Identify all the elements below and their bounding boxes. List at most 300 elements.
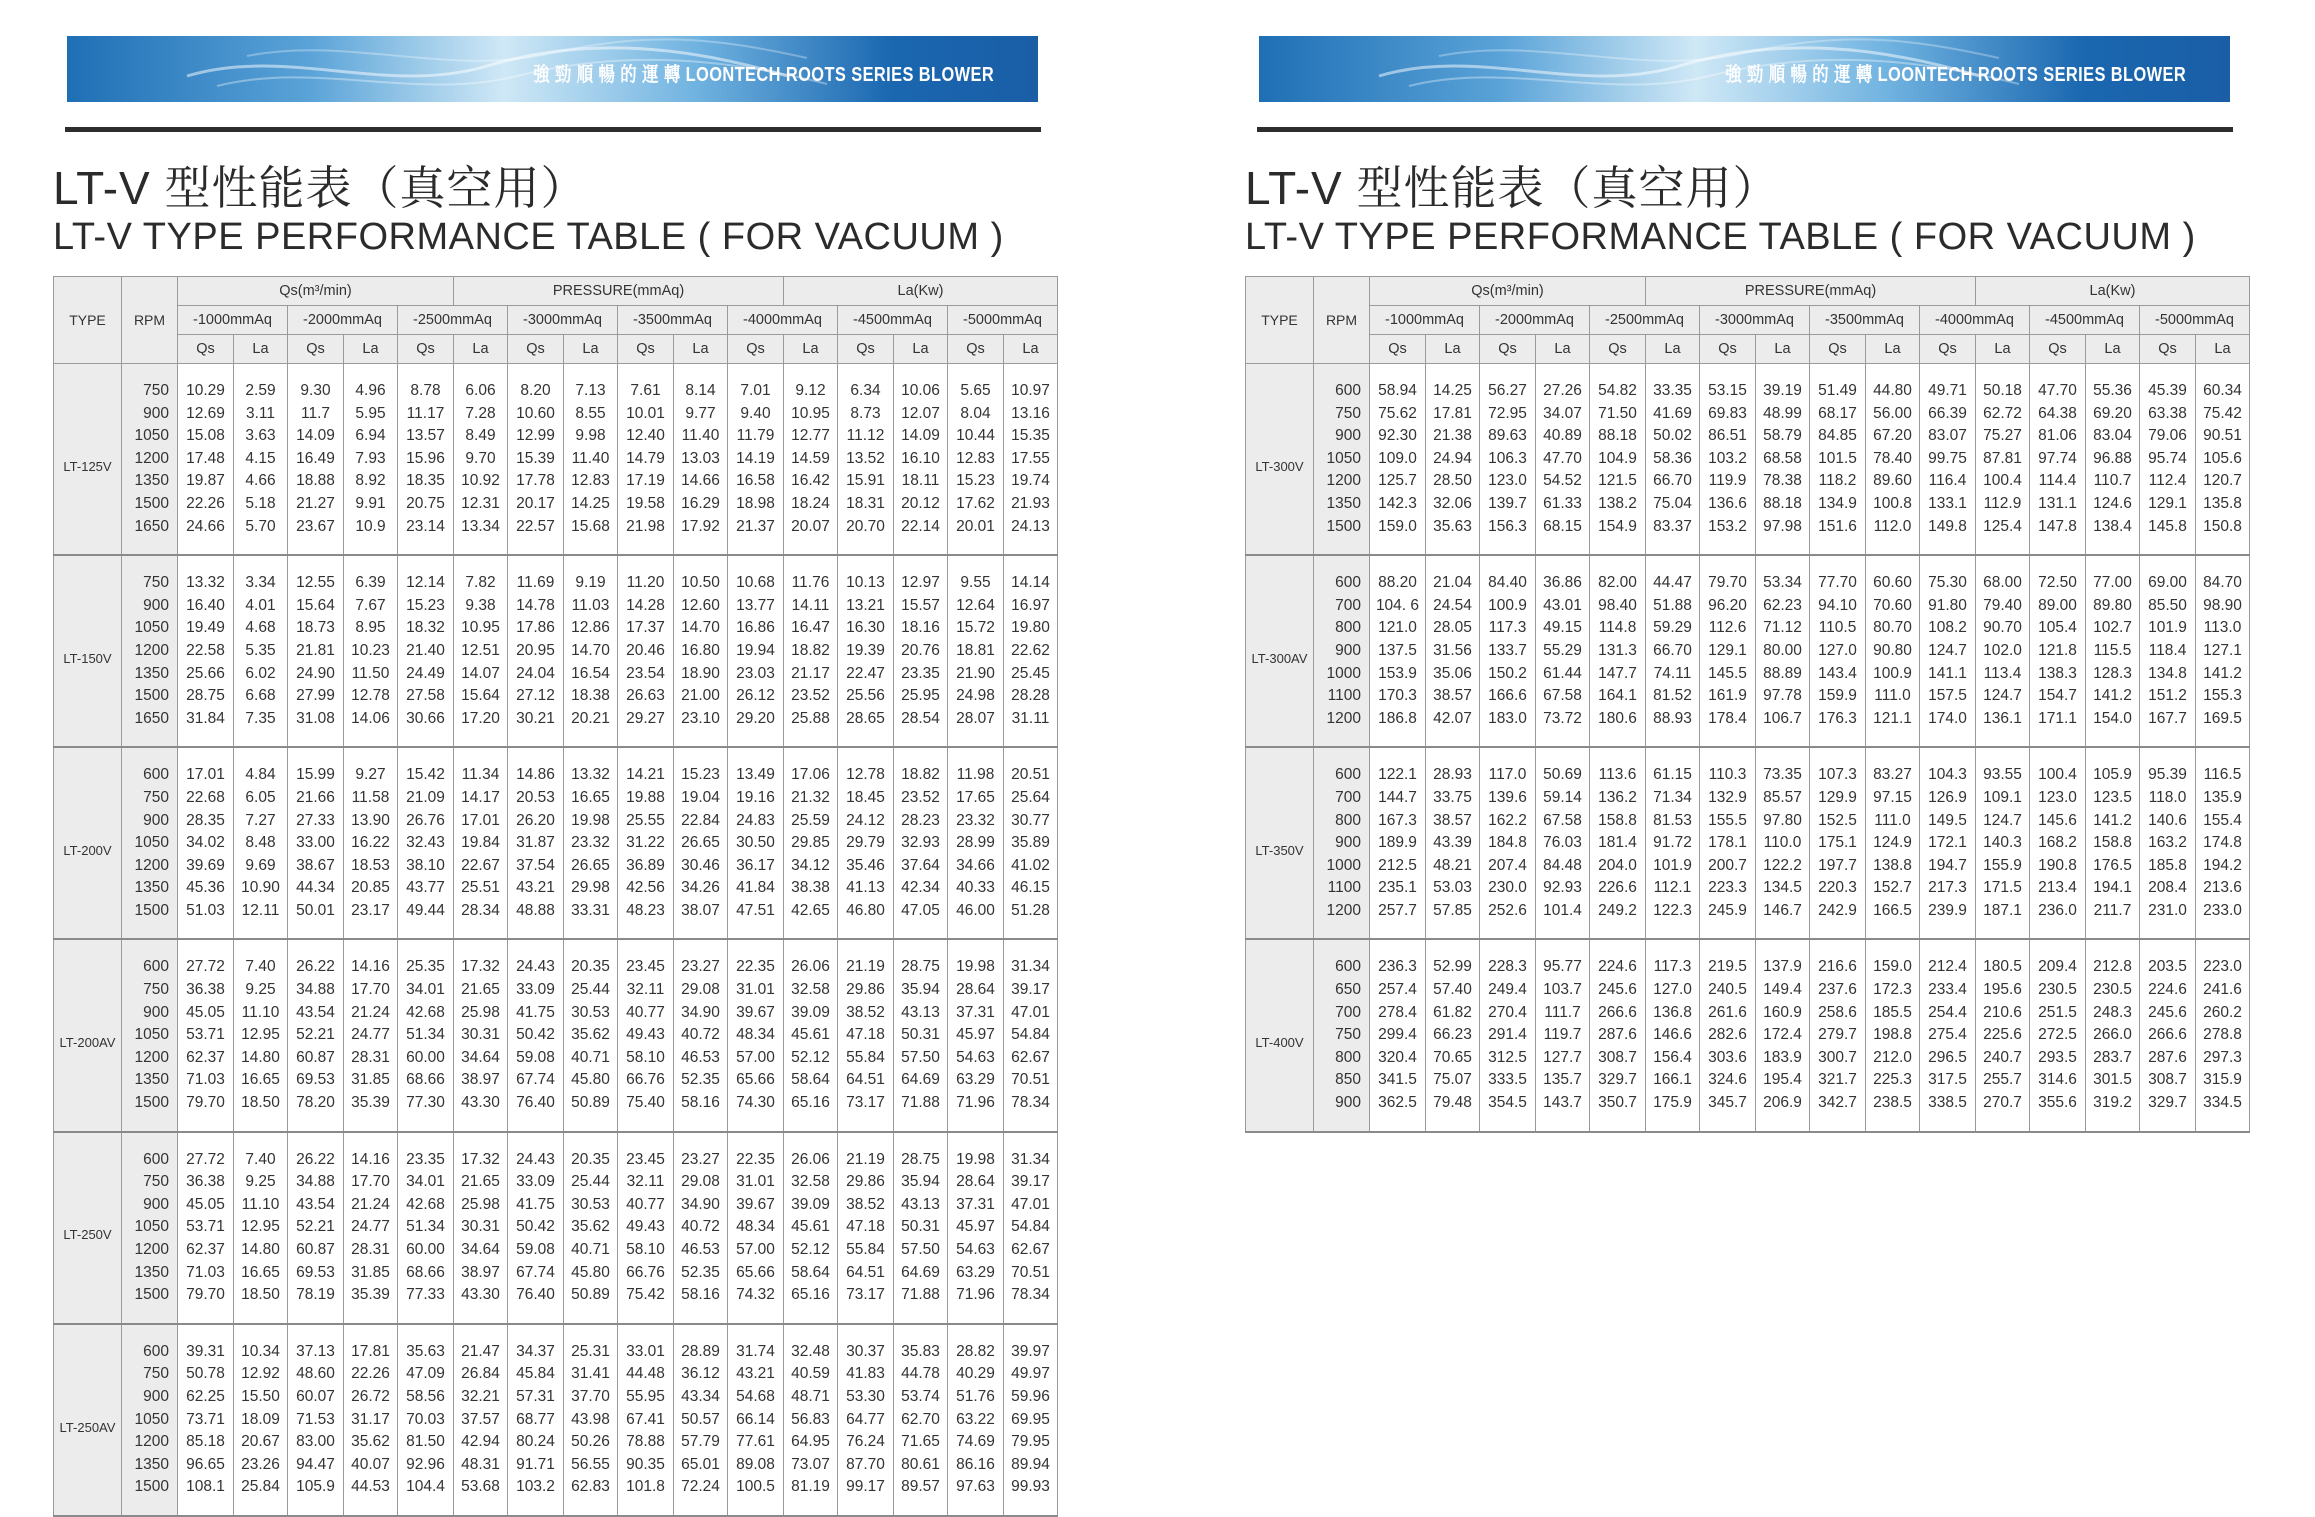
qs-cell: 32.11 xyxy=(618,1171,674,1194)
qs-cell: 75.40 xyxy=(618,1092,674,1132)
table-row xyxy=(54,1092,1058,1132)
rpm-cell: 900 xyxy=(122,810,178,833)
qs-cell: 24.90 xyxy=(288,663,344,686)
la-cell: 45.80 xyxy=(564,1262,618,1285)
la-cell: 44.53 xyxy=(344,1476,398,1516)
la-cell: 35.62 xyxy=(564,1024,618,1047)
qs-cell: 21.40 xyxy=(398,640,454,663)
rpm-cell: 800 xyxy=(1314,810,1370,833)
qs-subheader: Qs xyxy=(1590,335,1646,364)
la-cell: 135.7 xyxy=(1536,1069,1590,1092)
table-row xyxy=(1246,810,2250,833)
la-cell: 33.35 xyxy=(1646,364,1700,403)
la-cell: 40.07 xyxy=(344,1454,398,1477)
la-cell: 6.94 xyxy=(344,425,398,448)
table-row xyxy=(54,1431,1058,1454)
qs-cell: 68.66 xyxy=(398,1069,454,1092)
la-cell: 50.89 xyxy=(564,1284,618,1324)
la-cell: 225.6 xyxy=(1976,1024,2030,1047)
la-cell: 23.26 xyxy=(234,1454,288,1477)
la-cell: 17.55 xyxy=(1004,448,1058,471)
qs-cell: 21.66 xyxy=(288,787,344,810)
qs-cell: 236.0 xyxy=(2030,900,2086,940)
la-cell: 25.88 xyxy=(784,708,838,748)
la-cell: 46.53 xyxy=(674,1239,728,1262)
la-cell: 46.15 xyxy=(1004,877,1058,900)
la-cell: 6.02 xyxy=(234,663,288,686)
qs-cell: 12.64 xyxy=(948,595,1004,618)
qs-cell: 124.7 xyxy=(1920,640,1976,663)
qs-cell: 257.4 xyxy=(1370,979,1426,1002)
qs-subheader: Qs xyxy=(1700,335,1756,364)
la-cell: 32.48 xyxy=(784,1324,838,1364)
table-row xyxy=(54,1454,1058,1477)
la-cell: 47.01 xyxy=(1004,1194,1058,1217)
la-cell: 23.10 xyxy=(674,708,728,748)
qs-cell: 41.84 xyxy=(728,877,784,900)
qs-cell: 68.77 xyxy=(508,1409,564,1432)
la-cell: 7.40 xyxy=(234,939,288,979)
qs-cell: 245.9 xyxy=(1700,900,1756,940)
table-row xyxy=(1246,832,2250,855)
la-cell: 53.34 xyxy=(1756,555,1810,595)
qs-cell: 12.14 xyxy=(398,555,454,595)
qs-cell: 75.42 xyxy=(618,1284,674,1324)
qs-cell: 62.37 xyxy=(178,1239,234,1262)
qs-cell: 11.7 xyxy=(288,403,344,426)
qs-cell: 74.32 xyxy=(728,1284,784,1324)
la-cell: 40.72 xyxy=(674,1024,728,1047)
la-cell: 20.35 xyxy=(564,939,618,979)
qs-subheader: Qs xyxy=(2030,335,2086,364)
qs-cell: 110.5 xyxy=(1810,617,1866,640)
pressure-column-header: -2000mmAq xyxy=(1480,306,1590,335)
la-cell: 22.14 xyxy=(894,516,948,556)
la-cell: 56.55 xyxy=(564,1454,618,1477)
la-cell: 58.64 xyxy=(784,1069,838,1092)
qs-cell: 97.74 xyxy=(2030,448,2086,471)
qs-cell: 15.91 xyxy=(838,470,894,493)
qs-cell: 24.12 xyxy=(838,810,894,833)
qs-cell: 49.43 xyxy=(618,1216,674,1239)
la-cell: 38.38 xyxy=(784,877,838,900)
qs-cell: 40.33 xyxy=(948,877,1004,900)
qs-cell: 62.37 xyxy=(178,1047,234,1070)
qs-cell: 80.24 xyxy=(508,1431,564,1454)
la-cell: 121.1 xyxy=(1866,708,1920,748)
qs-cell: 8.04 xyxy=(948,403,1004,426)
la-cell: 34.26 xyxy=(674,877,728,900)
la-cell: 16.65 xyxy=(234,1262,288,1285)
qs-cell: 237.6 xyxy=(1810,979,1866,1002)
la-cell: 100.8 xyxy=(1866,493,1920,516)
la-cell: 53.74 xyxy=(894,1386,948,1409)
qs-cell: 308.7 xyxy=(1590,1047,1646,1070)
la-cell: 64.69 xyxy=(894,1069,948,1092)
qs-cell: 266.6 xyxy=(1590,1002,1646,1025)
la-cell: 26.65 xyxy=(674,832,728,855)
la-cell: 135.8 xyxy=(2196,493,2250,516)
qs-cell: 204.0 xyxy=(1590,855,1646,878)
la-cell: 39.97 xyxy=(1004,1324,1058,1364)
rpm-cell: 900 xyxy=(1314,1092,1370,1132)
la-cell: 39.09 xyxy=(784,1002,838,1025)
table-row xyxy=(54,939,1058,979)
la-cell: 112.9 xyxy=(1976,493,2030,516)
la-cell: 58.36 xyxy=(1646,448,1700,471)
la-cell: 92.93 xyxy=(1536,877,1590,900)
qs-cell: 28.07 xyxy=(948,708,1004,748)
model-type-cell: LT-250AV xyxy=(54,1324,122,1516)
qs-cell: 33.01 xyxy=(618,1324,674,1364)
la-cell: 22.67 xyxy=(454,855,508,878)
qs-cell: 153.9 xyxy=(1370,663,1426,686)
qs-cell: 21.90 xyxy=(948,663,1004,686)
pressure-column-header: -4000mmAq xyxy=(728,306,838,335)
pressure-column-header: -1000mmAq xyxy=(178,306,288,335)
qs-cell: 53.15 xyxy=(1700,364,1756,403)
qs-cell: 10.68 xyxy=(728,555,784,595)
qs-cell: 66.39 xyxy=(1920,403,1976,426)
qs-cell: 51.34 xyxy=(398,1024,454,1047)
table-row xyxy=(1246,595,2250,618)
qs-cell: 112.6 xyxy=(1700,617,1756,640)
qs-cell: 65.66 xyxy=(728,1262,784,1285)
qs-cell: 110.3 xyxy=(1700,747,1756,787)
rpm-cell: 800 xyxy=(1314,617,1370,640)
la-cell: 16.65 xyxy=(234,1069,288,1092)
table-row xyxy=(54,877,1058,900)
qs-cell: 21.09 xyxy=(398,787,454,810)
qs-cell: 66.76 xyxy=(618,1262,674,1285)
la-cell: 32.58 xyxy=(784,1171,838,1194)
qs-cell: 228.3 xyxy=(1480,939,1536,979)
pressure-column-header: -4500mmAq xyxy=(838,306,948,335)
qs-cell: 37.13 xyxy=(288,1324,344,1364)
la-cell: 14.16 xyxy=(344,1132,398,1172)
la-cell: 88.89 xyxy=(1756,663,1810,686)
qs-cell: 127.0 xyxy=(1810,640,1866,663)
la-cell: 17.06 xyxy=(784,747,838,787)
la-cell: 9.91 xyxy=(344,493,398,516)
la-cell: 57.50 xyxy=(894,1047,948,1070)
qs-cell: 240.5 xyxy=(1700,979,1756,1002)
table-row xyxy=(1246,708,2250,748)
table-row xyxy=(54,364,1058,403)
la-cell: 21.00 xyxy=(674,685,728,708)
qs-subheader: Qs xyxy=(398,335,454,364)
qs-cell: 129.9 xyxy=(1810,787,1866,810)
qs-cell: 105.9 xyxy=(288,1476,344,1516)
qs-cell: 138.3 xyxy=(2030,663,2086,686)
la-cell: 97.15 xyxy=(1866,787,1920,810)
la-cell: 14.70 xyxy=(564,640,618,663)
qs-cell: 17.86 xyxy=(508,617,564,640)
qs-cell: 42.56 xyxy=(618,877,674,900)
qs-cell: 39.67 xyxy=(728,1002,784,1025)
la-cell: 13.32 xyxy=(564,747,618,787)
la-cell: 89.94 xyxy=(1004,1454,1058,1477)
la-cell: 9.69 xyxy=(234,855,288,878)
qs-cell: 178.1 xyxy=(1700,832,1756,855)
qs-cell: 15.23 xyxy=(948,470,1004,493)
qs-cell: 36.38 xyxy=(178,1171,234,1194)
qs-cell: 14.86 xyxy=(508,747,564,787)
rpm-cell: 750 xyxy=(122,1363,178,1386)
table-row xyxy=(1246,470,2250,493)
la-cell: 9.70 xyxy=(454,448,508,471)
qs-cell: 9.40 xyxy=(728,403,784,426)
la-cell: 14.25 xyxy=(564,493,618,516)
qs-cell: 31.74 xyxy=(728,1324,784,1364)
qs-cell: 51.49 xyxy=(1810,364,1866,403)
la-cell: 7.67 xyxy=(344,595,398,618)
la-cell: 138.8 xyxy=(1866,855,1920,878)
qs-cell: 10.01 xyxy=(618,403,674,426)
qs-cell: 79.70 xyxy=(178,1284,234,1324)
qs-cell: 84.85 xyxy=(1810,425,1866,448)
rpm-cell: 1050 xyxy=(1314,448,1370,471)
la-cell: 57.79 xyxy=(674,1431,728,1454)
la-cell: 32.58 xyxy=(784,979,838,1002)
qs-cell: 9.30 xyxy=(288,364,344,403)
la-cell: 12.95 xyxy=(234,1216,288,1239)
qs-cell: 342.7 xyxy=(1810,1092,1866,1132)
la-cell: 36.86 xyxy=(1536,555,1590,595)
la-cell: 125.4 xyxy=(1976,516,2030,556)
qs-cell: 77.30 xyxy=(398,1092,454,1132)
qs-cell: 156.3 xyxy=(1480,516,1536,556)
la-cell: 111.7 xyxy=(1536,1002,1590,1025)
rpm-cell: 900 xyxy=(122,1386,178,1409)
qs-cell: 62.25 xyxy=(178,1386,234,1409)
qs-cell: 239.9 xyxy=(1920,900,1976,940)
qs-cell: 83.00 xyxy=(288,1431,344,1454)
table-row xyxy=(54,1324,1058,1364)
la-cell: 43.13 xyxy=(894,1194,948,1217)
qs-cell: 118.0 xyxy=(2140,787,2196,810)
qs-cell: 36.89 xyxy=(618,855,674,878)
qs-cell: 26.63 xyxy=(618,685,674,708)
la-cell: 35.62 xyxy=(344,1431,398,1454)
qs-cell: 291.4 xyxy=(1480,1024,1536,1047)
la-cell: 67.20 xyxy=(1866,425,1920,448)
qs-cell: 11.69 xyxy=(508,555,564,595)
la-cell: 25.59 xyxy=(784,810,838,833)
qs-cell: 270.4 xyxy=(1480,1002,1536,1025)
qs-cell: 118.4 xyxy=(2140,640,2196,663)
la-cell: 36.12 xyxy=(674,1363,728,1386)
la-cell: 59.29 xyxy=(1646,617,1700,640)
qs-cell: 143.4 xyxy=(1810,663,1866,686)
qs-cell: 67.74 xyxy=(508,1262,564,1285)
la-cell: 17.92 xyxy=(674,516,728,556)
la-cell: 18.11 xyxy=(894,470,948,493)
la-cell: 13.16 xyxy=(1004,403,1058,426)
qs-cell: 28.99 xyxy=(948,832,1004,855)
qs-cell: 186.8 xyxy=(1370,708,1426,748)
qs-cell: 258.6 xyxy=(1810,1002,1866,1025)
qs-subheader: Qs xyxy=(178,335,234,364)
qs-cell: 45.05 xyxy=(178,1002,234,1025)
qs-cell: 15.72 xyxy=(948,617,1004,640)
qs-cell: 92.96 xyxy=(398,1454,454,1477)
qs-cell: 14.28 xyxy=(618,595,674,618)
la-cell: 71.34 xyxy=(1646,787,1700,810)
la-cell: 141.2 xyxy=(2196,663,2250,686)
la-cell: 40.71 xyxy=(564,1239,618,1262)
qs-cell: 275.4 xyxy=(1920,1024,1976,1047)
la-subheader: La xyxy=(2196,335,2250,364)
la-cell: 71.12 xyxy=(1756,617,1810,640)
qs-cell: 282.6 xyxy=(1700,1024,1756,1047)
table-row xyxy=(54,855,1058,878)
qs-cell: 26.22 xyxy=(288,939,344,979)
qs-cell: 54.63 xyxy=(948,1239,1004,1262)
table-row xyxy=(1246,939,2250,979)
la-cell: 18.24 xyxy=(784,493,838,516)
la-cell: 97.78 xyxy=(1756,685,1810,708)
la-cell: 16.54 xyxy=(564,663,618,686)
rpm-cell: 700 xyxy=(1314,1002,1370,1025)
qs-cell: 103.2 xyxy=(1700,448,1756,471)
qs-cell: 121.8 xyxy=(2030,640,2086,663)
la-cell: 55.29 xyxy=(1536,640,1590,663)
la-cell: 39.17 xyxy=(1004,1171,1058,1194)
la-cell: 13.90 xyxy=(344,810,398,833)
la-cell: 35.83 xyxy=(894,1324,948,1364)
la-cell: 4.15 xyxy=(234,448,288,471)
qs-cell: 48.88 xyxy=(508,900,564,940)
qs-cell: 71.50 xyxy=(1590,403,1646,426)
table-row xyxy=(54,747,1058,787)
qs-cell: 77.33 xyxy=(398,1284,454,1324)
la-cell: 57.85 xyxy=(1426,900,1480,940)
la-cell: 8.55 xyxy=(564,403,618,426)
qs-cell: 19.49 xyxy=(178,617,234,640)
table-row xyxy=(54,555,1058,595)
qs-cell: 133.1 xyxy=(1920,493,1976,516)
rpm-cell: 1350 xyxy=(122,877,178,900)
qs-cell: 25.55 xyxy=(618,810,674,833)
la-cell: 44.78 xyxy=(894,1363,948,1386)
qs-cell: 64.77 xyxy=(838,1409,894,1432)
qs-cell: 75.62 xyxy=(1370,403,1426,426)
la-cell: 230.5 xyxy=(2086,979,2140,1002)
la-cell: 233.0 xyxy=(2196,900,2250,940)
qs-cell: 17.37 xyxy=(618,617,674,640)
la-cell: 5.35 xyxy=(234,640,288,663)
qs-subheader: Qs xyxy=(2140,335,2196,364)
la-cell: 66.70 xyxy=(1646,470,1700,493)
qs-cell: 37.31 xyxy=(948,1194,1004,1217)
qs-cell: 34.01 xyxy=(398,1171,454,1194)
qs-cell: 31.01 xyxy=(728,979,784,1002)
qs-cell: 168.2 xyxy=(2030,832,2086,855)
qs-cell: 138.2 xyxy=(1590,493,1646,516)
la-cell: 64.95 xyxy=(784,1431,838,1454)
qs-cell: 18.98 xyxy=(728,493,784,516)
qs-cell: 87.70 xyxy=(838,1454,894,1477)
qs-cell: 69.53 xyxy=(288,1262,344,1285)
la-cell: 124.7 xyxy=(1976,685,2030,708)
qs-cell: 26.12 xyxy=(728,685,784,708)
la-cell: 34.12 xyxy=(784,855,838,878)
qs-cell: 145.6 xyxy=(2030,810,2086,833)
qs-cell: 308.7 xyxy=(2140,1069,2196,1092)
table-row xyxy=(54,617,1058,640)
la-cell: 124.6 xyxy=(2086,493,2140,516)
qs-cell: 64.51 xyxy=(838,1262,894,1285)
qs-cell: 88.20 xyxy=(1370,555,1426,595)
qs-cell: 36.17 xyxy=(728,855,784,878)
la-cell: 266.0 xyxy=(2086,1024,2140,1047)
la-cell: 183.9 xyxy=(1756,1047,1810,1070)
qs-cell: 216.6 xyxy=(1810,939,1866,979)
la-cell: 172.4 xyxy=(1756,1024,1810,1047)
table-row xyxy=(54,1262,1058,1285)
rpm-cell: 600 xyxy=(122,939,178,979)
qs-cell: 29.86 xyxy=(838,1171,894,1194)
la-cell: 127.7 xyxy=(1536,1047,1590,1070)
qs-cell: 24.43 xyxy=(508,939,564,979)
la-cell: 21.24 xyxy=(344,1002,398,1025)
qs-cell: 49.43 xyxy=(618,1024,674,1047)
qs-cell: 97.63 xyxy=(948,1476,1004,1516)
table-row xyxy=(1246,555,2250,595)
la-cell: 23.27 xyxy=(674,939,728,979)
la-cell: 89.57 xyxy=(894,1476,948,1516)
la-cell: 9.77 xyxy=(674,403,728,426)
qs-cell: 94.10 xyxy=(1810,595,1866,618)
la-cell: 127.1 xyxy=(2196,640,2250,663)
la-cell: 14.66 xyxy=(674,470,728,493)
qs-cell: 126.9 xyxy=(1920,787,1976,810)
la-cell: 18.53 xyxy=(344,855,398,878)
qs-cell: 184.8 xyxy=(1480,832,1536,855)
la-cell: 52.12 xyxy=(784,1047,838,1070)
la-cell: 111.0 xyxy=(1866,810,1920,833)
la-cell: 64.69 xyxy=(894,1262,948,1285)
qs-cell: 208.4 xyxy=(2140,877,2196,900)
table-row xyxy=(54,595,1058,618)
la-cell: 43.34 xyxy=(674,1386,728,1409)
qs-subheader: Qs xyxy=(948,335,1004,364)
qs-cell: 147.7 xyxy=(1590,663,1646,686)
qs-cell: 194.7 xyxy=(1920,855,1976,878)
la-cell: 16.65 xyxy=(564,787,618,810)
qs-cell: 212.4 xyxy=(1920,939,1976,979)
la-cell: 31.85 xyxy=(344,1069,398,1092)
la-cell: 22.62 xyxy=(1004,640,1058,663)
la-cell: 7.93 xyxy=(344,448,398,471)
qs-cell: 223.3 xyxy=(1700,877,1756,900)
la-cell: 41.69 xyxy=(1646,403,1700,426)
qs-cell: 19.87 xyxy=(178,470,234,493)
qs-cell: 31.01 xyxy=(728,1171,784,1194)
la-cell: 14.14 xyxy=(1004,555,1058,595)
qs-cell: 24.98 xyxy=(948,685,1004,708)
la-cell: 44.47 xyxy=(1646,555,1700,595)
table-row xyxy=(54,1363,1058,1386)
qs-cell: 123.0 xyxy=(2030,787,2086,810)
la-subheader: La xyxy=(1756,335,1810,364)
la-cell: 17.20 xyxy=(454,708,508,748)
qs-cell: 32.43 xyxy=(398,832,454,855)
la-cell: 9.19 xyxy=(564,555,618,595)
la-cell: 84.48 xyxy=(1536,855,1590,878)
la-cell: 66.70 xyxy=(1646,640,1700,663)
